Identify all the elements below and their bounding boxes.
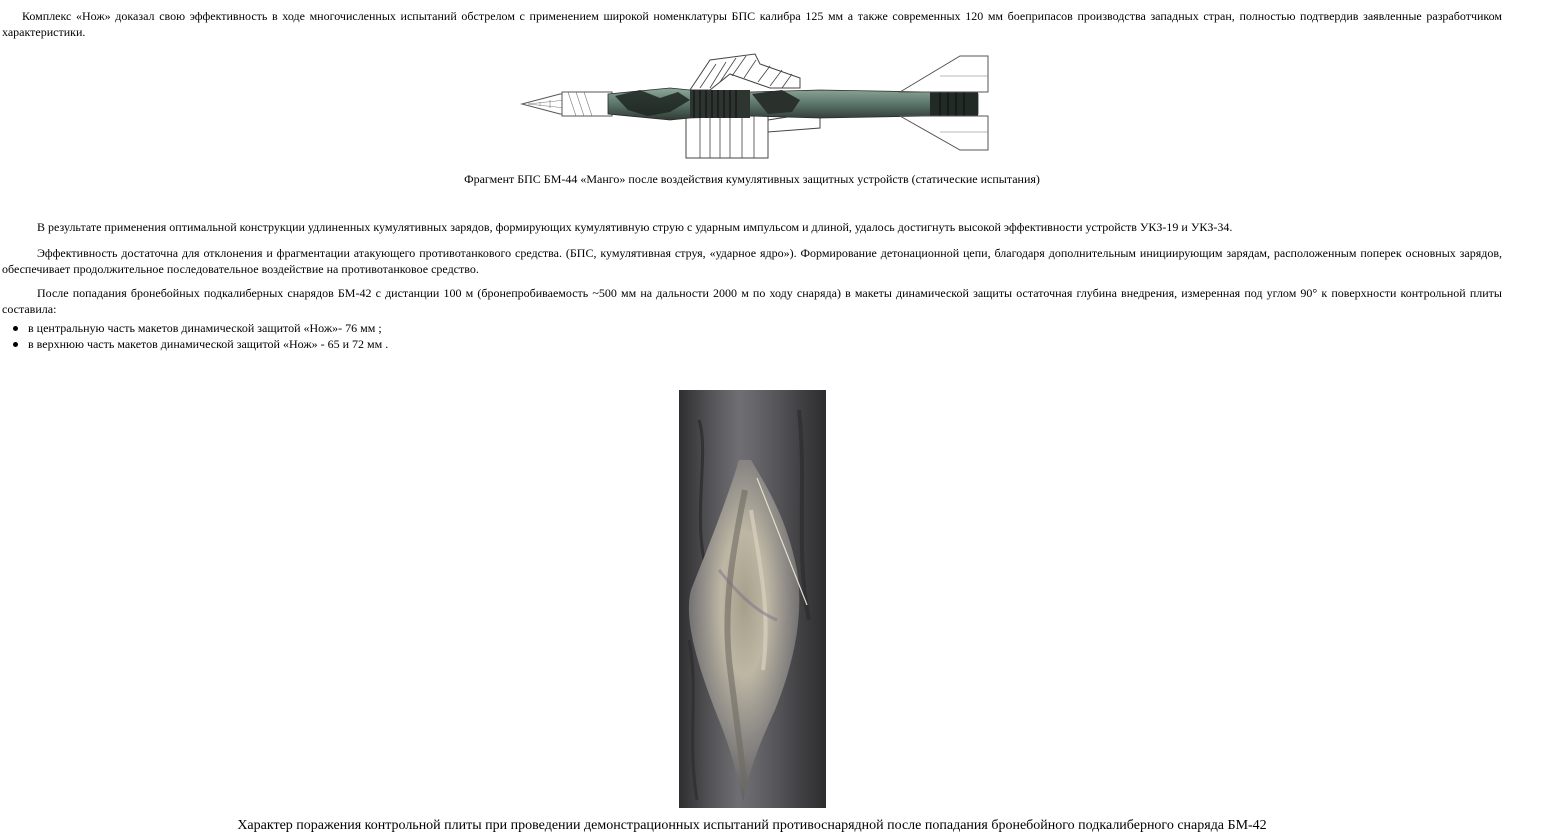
projectile-fragment-drawing bbox=[520, 52, 990, 160]
list-item bbox=[28, 336, 388, 352]
paragraph-test-results: После попадания бронебойных подкалиберных снарядов БМ-42 с дистанции 100 м (бронепробиваемость ~500 мм на дальности 2000 м по ходу снаряда) в макеты динамической защиты остаточная глубина внедрения, измеренная под углом 90° к поверхности контрольной плиты составила: bbox=[2, 286, 1502, 316]
bullet-icon bbox=[13, 326, 18, 331]
figure2-caption: Характер поражения контрольной плиты при проведении демонстрационных испытаний противоснарядной после попадания бронебойного подкалиберного снаряда БМ-42 bbox=[237, 818, 1267, 833]
paragraph-intro: Комплекс «Нож» доказал свою эффективность в ходе многочисленных испытаний обстрелом с применением широкой номенклатуры БПС калибра 125 мм а также современных 120 мм боеприпасов производства западных стран, полностью подтвердив заявленные разработчиком характеристики. bbox=[2, 9, 1502, 39]
paragraph-charges: В результате применения оптимальной конструкции удлиненных кумулятивных зарядов, формирующих кумулятивную струю с ударным импульсом и длиной, удалось достигнуть высокой эффективности устройств УКЗ-19 и УКЗ-34. bbox=[37, 220, 1233, 234]
crater-image bbox=[679, 390, 826, 808]
list-item bbox=[28, 320, 388, 336]
control-plate-photo bbox=[679, 390, 826, 808]
paragraph-efficiency: Эффективность достаточна для отклонения и фрагментации атакующего противотанкового средства. (БПС, кумулятивная струя, «ударное ядро»). Формирование детонационной цепи, благодаря дополнительным инициирующим зарядам, расположенным поперек основных зарядов, обеспечивает продолжительное последовательное воздействие на противотанковое средство. bbox=[2, 246, 1502, 276]
list-item-text: в центральную часть макетов динамической защитой «Нож»- 76 мм ; bbox=[28, 321, 382, 335]
figure1-caption: Фрагмент БПС БМ-44 «Манго» после воздействия кумулятивных защитных устройств (статические испытания) bbox=[464, 172, 1040, 186]
bullet-icon bbox=[13, 342, 18, 347]
list-item-text: в верхнюю часть макетов динамической защитой «Нож» - 65 и 72 мм . bbox=[28, 337, 389, 351]
results-list bbox=[0, 320, 388, 352]
